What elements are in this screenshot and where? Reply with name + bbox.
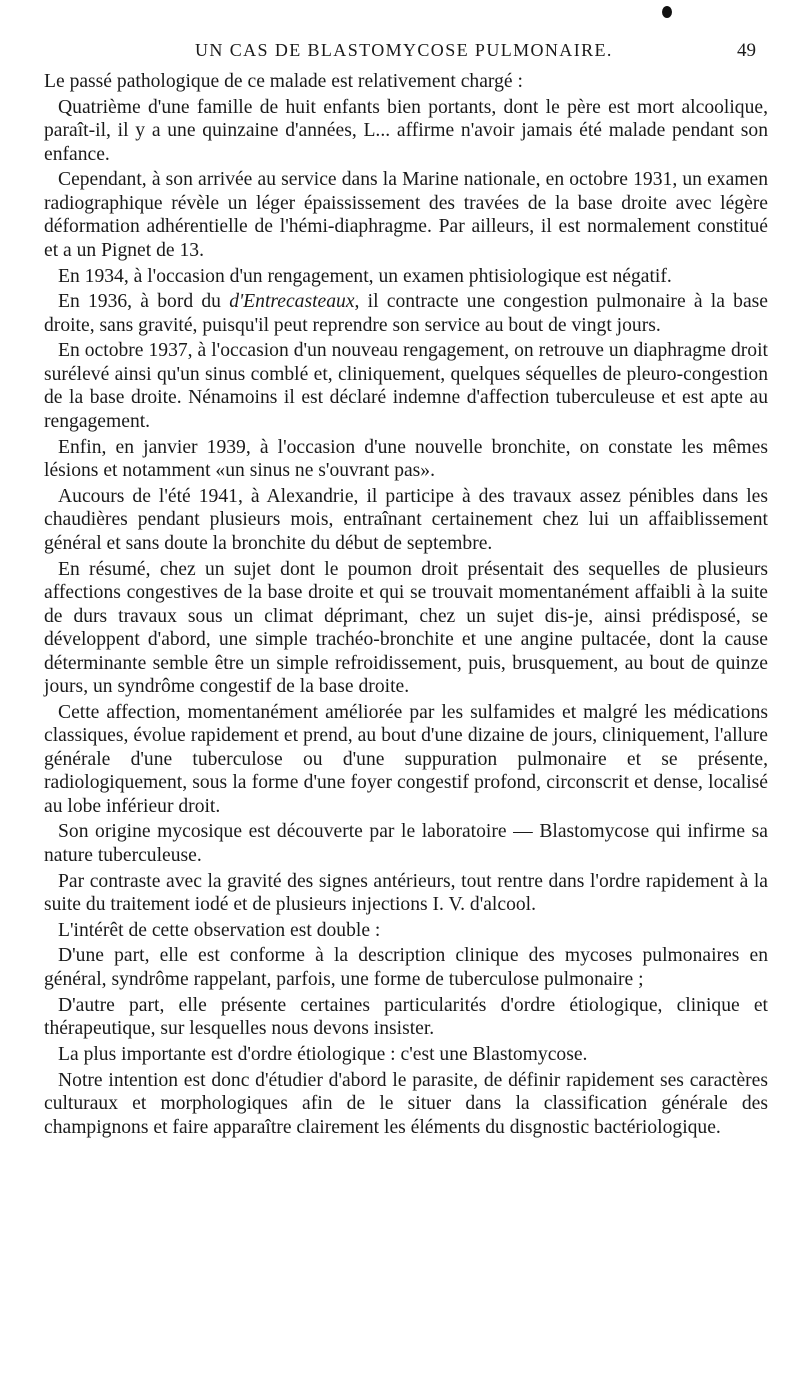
page-header	[0, 40, 800, 70]
page-number: 49	[737, 40, 756, 61]
paragraph: En 1934, à l'occasion d'un rengagement, un examen phtisiologique est négatif.	[58, 265, 672, 287]
paragraph: D'autre part, elle présente certaines particularités d'ordre étiologique, clinique et thérapeutique, sur lesquelles nous devons insister.	[44, 994, 768, 1040]
paragraph: La plus importante est d'ordre étiologique : c'est une Blastomycose.	[58, 1043, 588, 1065]
running-title: UN CAS DE BLASTOMYCOSE PULMONAIRE.	[195, 40, 613, 60]
paragraph: En octobre 1937, à l'occasion d'un nouveau rengagement, on retrouve un diaphragme droit surélevé ainsi qu'un sinus comblé et, cliniquement, quelques séquelles de pleuro-congestion de la base droite. Nénamoins il est déclaré indemne d'affection tuberculeuse et est apte au rengagement.	[44, 340, 768, 432]
paragraph: L'intérêt de cette observation est double :	[58, 919, 381, 941]
paragraph: Par contraste avec la gravité des signes antérieurs, tout rentre dans l'ordre rapidement à la suite du traitement iodé et de plusieurs injections I. V. d'alcool.	[44, 870, 768, 916]
paragraph: Aucours de l'été 1941, à Alexandrie, il participe à des travaux assez pénibles dans les chaudières pendant plusieurs mois, entraînant certainement chez lui un affaiblissement général et sans doute la bronchite du début de septembre.	[44, 485, 768, 554]
paragraph	[44, 290, 768, 337]
paragraph: Quatrième d'une famille de huit enfants bien portants, dont le père est mort alcoolique, paraît-il, il y a une quinzaine d'années, L... affirme n'avoir jamais été malade pendant son enfance.	[44, 96, 768, 165]
paragraph: Cette affection, momentanément améliorée par les sulfamides et malgré les médications classiques, évolue rapidement et prend, au bout d'une dizaine de jours, cliniquement, l'allure générale d'une tuberculose ou d'une suppuration pulmonaire et se présente, radiologiquement, sous la forme d'une foyer congestif profond, circonscrit et dense, localisé au lobe inférieur droit.	[44, 701, 768, 817]
ink-blot	[662, 6, 672, 18]
paragraph: En résumé, chez un sujet dont le poumon droit présentait des sequelles de plusieurs affections congestives de la base droite et qui se trouvait momentanément affaibli à la suite de durs travaux sous un climat déprimant, chez un sujet dis-je, ainsi prédisposé, se développent d'abord, une simple trachéo-bronchite et une angine pultacée, dont la cause déterminante semble être un simple refroidissement, puis, brusquement, au bout de quinze jours, un syndrôme congestif de la base droite.	[44, 558, 768, 697]
body-text	[44, 70, 768, 1141]
paragraph-text: , il contracte une congestion pulmonaire à la base droite, sans gravité, puisqu'il peut reprendre son service au bout de vingt jours.	[44, 291, 768, 336]
paragraph: Son origine mycosique est découverte par le laboratoire — Blastomycose qui infirme sa nature tuberculeuse.	[44, 821, 768, 866]
paragraph: Notre intention est donc d'étudier d'abord le parasite, de définir rapidement ses caractères culturaux et morphologiques afin de le situer dans la classification générale des champignons et faire apparaître clairement les éléments du disgnostic bactériologique.	[44, 1069, 768, 1138]
paragraph: Le passé pathologique de ce malade est relativement chargé :	[44, 71, 523, 92]
paragraph: D'une part, elle est conforme à la description clinique des mycoses pulmonaires en général, syndrôme rappelant, parfois, une forme de tuberculose pulmonaire ;	[44, 945, 768, 990]
paragraph-text: En 1936, à bord du	[58, 291, 230, 313]
paragraph: Cependant, à son arrivée au service dans la Marine nationale, en octobre 1931, un examen radiographique révèle un léger épaississement des travées de la base droite avec légère déformation adhérentielle de l'hémi-diaphragme. Par ailleurs, il est normalement constitué et a un Pignet de 13.	[44, 169, 768, 261]
ship-name: d'Entrecasteaux	[229, 291, 355, 313]
paragraph: Enfin, en janvier 1939, à l'occasion d'une nouvelle bronchite, on constate les mêmes lésions et notamment «un sinus ne s'ouvrant pas».	[44, 436, 768, 482]
